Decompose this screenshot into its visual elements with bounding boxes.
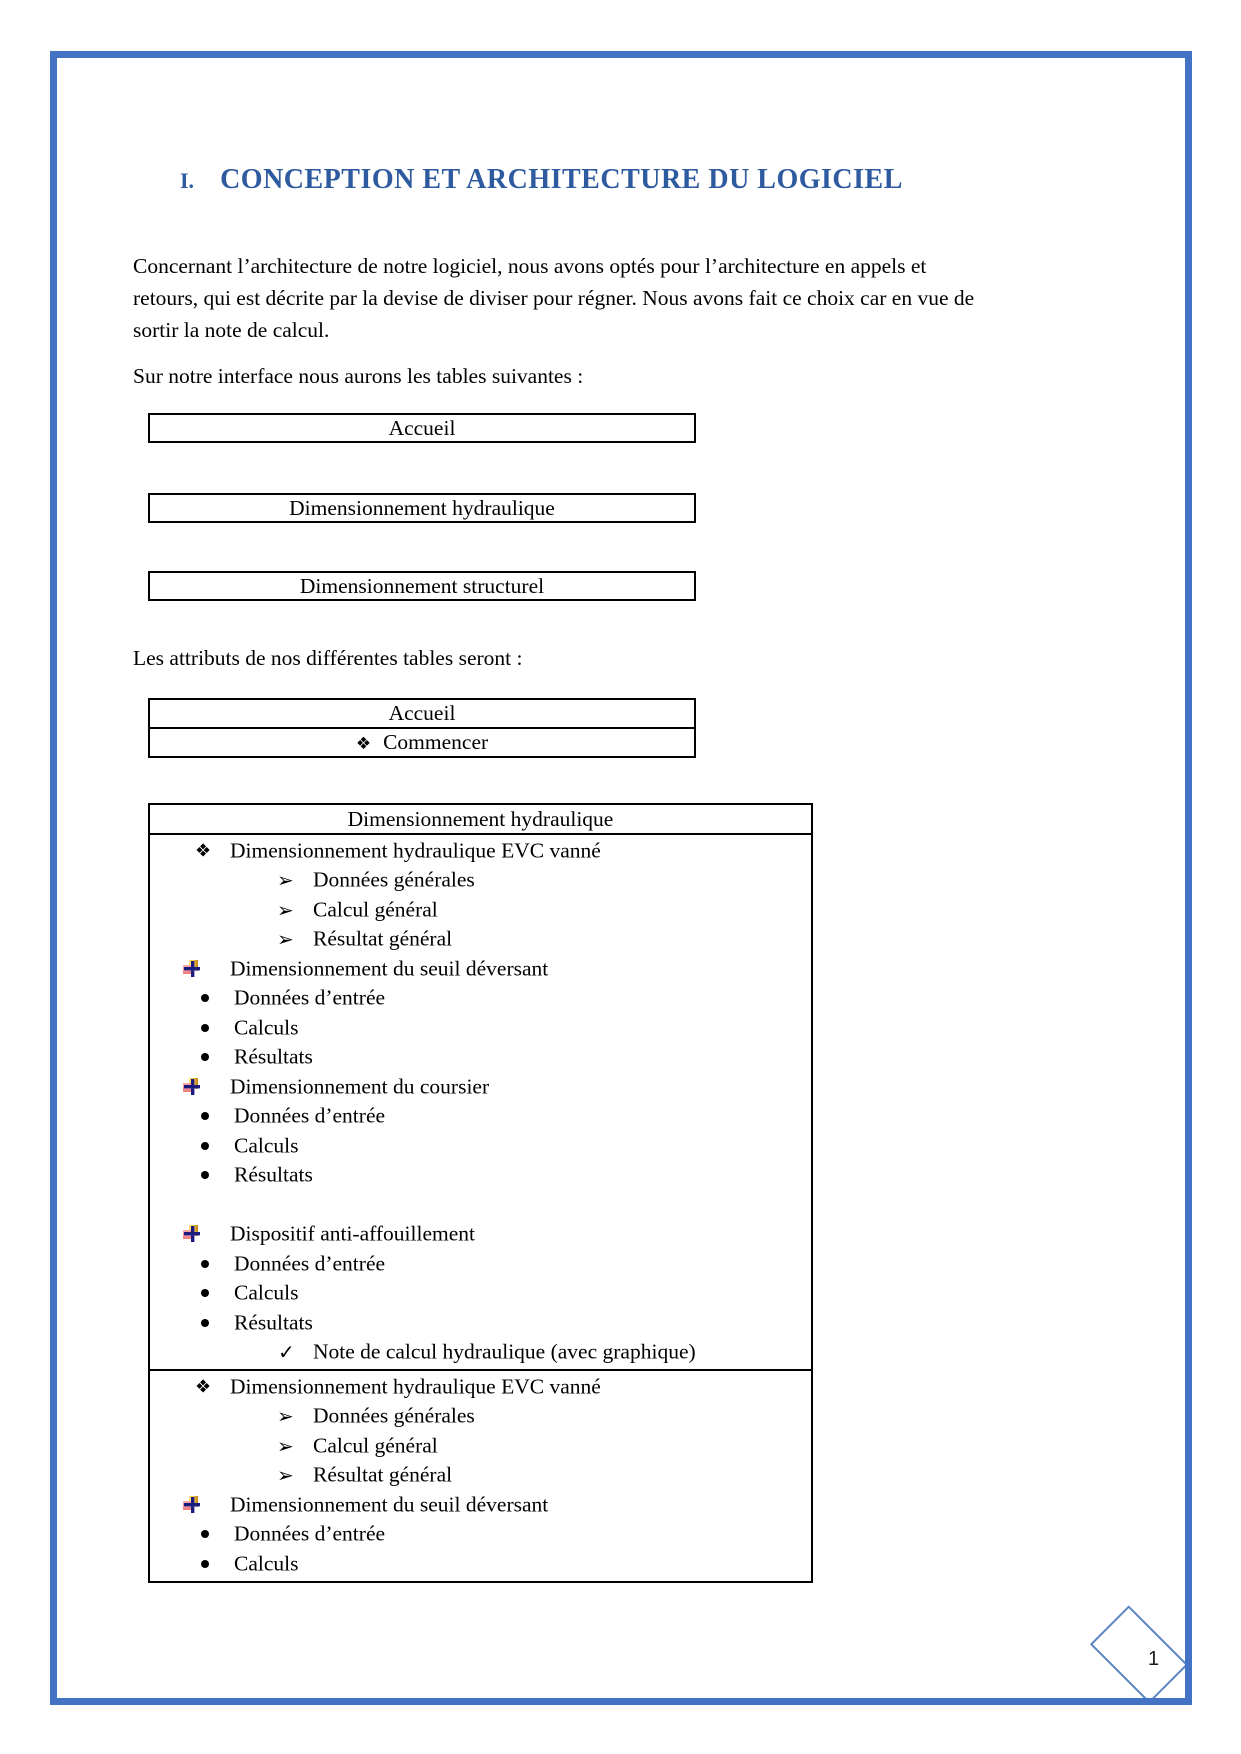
- table-box-accueil: Accueil: [148, 413, 696, 443]
- list-item-label: Dispositif anti-affouillement: [230, 1221, 476, 1246]
- list-item-label: Dimensionnement hydraulique EVC vanné: [230, 1374, 601, 1399]
- arrow-bullet-icon: ➢: [277, 1404, 294, 1429]
- bullet-icon: [201, 1289, 209, 1297]
- list-item: [150, 1279, 811, 1309]
- list-item-label: Résultats: [234, 1310, 313, 1335]
- heading-numeral: I.: [180, 168, 195, 193]
- list-item: [150, 1402, 811, 1432]
- diamond-bullet-icon: ❖: [195, 1376, 212, 1398]
- list-item: [150, 836, 811, 866]
- bullet-icon: [201, 1260, 209, 1268]
- list-item: [150, 1520, 811, 1550]
- section-heading: [180, 164, 903, 196]
- bullet-icon: [201, 1560, 209, 1568]
- bullet-icon: [201, 1112, 209, 1120]
- list-item-label: Calculs: [234, 1015, 299, 1040]
- table-cell-2: [150, 1369, 811, 1581]
- list-item-label: Résultat général: [313, 926, 453, 951]
- list-item-label: Données d’entrée: [234, 1521, 386, 1546]
- list-item: [150, 1131, 811, 1161]
- accueil-attributes-table: [148, 698, 696, 758]
- bullet-icon: [201, 1171, 209, 1179]
- arrow-bullet-icon: ➢: [277, 927, 294, 952]
- list-item-label: Calcul général: [313, 897, 438, 922]
- list-item-label: Données d’entrée: [234, 985, 386, 1010]
- list-item-label: Résultats: [234, 1044, 313, 1069]
- bullet-icon: [201, 1053, 209, 1061]
- bullet-icon: [201, 1530, 209, 1538]
- list-item-label: Données d’entrée: [234, 1251, 386, 1276]
- arrow-bullet-icon: ➢: [277, 1433, 294, 1458]
- list-item: [150, 1161, 811, 1191]
- accueil-table-row: [150, 729, 694, 756]
- list-item: [150, 984, 811, 1014]
- list-item-label: Calculs: [234, 1551, 299, 1576]
- diamond-bullet-icon: ❖: [195, 840, 212, 862]
- list-item: [150, 1072, 811, 1102]
- list-item: [150, 1220, 811, 1250]
- colored-cross-bullet-icon: [183, 960, 201, 978]
- list-item-label: Commencer: [383, 730, 489, 754]
- list-item: [150, 954, 811, 984]
- blank-line: [150, 1190, 811, 1220]
- list-item-label: Données d’entrée: [234, 1103, 386, 1128]
- page-number: 1: [1148, 1648, 1160, 1670]
- page-number-diamond-shape: [1090, 1605, 1188, 1703]
- list-item: [150, 1372, 811, 1402]
- paragraph-line: retours, qui est décrite par la devise de diviser pour régner. Nous avons fait ce choix car en vue de: [133, 286, 975, 310]
- accueil-table-header: Accueil: [150, 700, 694, 729]
- list-item: [150, 895, 811, 925]
- list-item-label: Données générales: [313, 1403, 475, 1428]
- list-item: [150, 1102, 811, 1132]
- hydraulique-attributes-table: [148, 803, 813, 1583]
- arrow-bullet-icon: ➢: [277, 897, 294, 922]
- list-item: [150, 1013, 811, 1043]
- list-item: [150, 1043, 811, 1073]
- list-item: [150, 925, 811, 955]
- colored-cross-bullet-icon: [183, 1078, 201, 1096]
- list-item-label: Dimensionnement du coursier: [230, 1074, 490, 1099]
- list-item-label: Calculs: [234, 1280, 299, 1305]
- list-item-label: Résultats: [234, 1162, 313, 1187]
- arrow-bullet-icon: ➢: [277, 868, 294, 893]
- list-item: [150, 1461, 811, 1491]
- table-cell-1: [150, 835, 811, 1369]
- list-item: [150, 1338, 811, 1368]
- list-item: [150, 1431, 811, 1461]
- arrow-bullet-icon: ➢: [277, 1463, 294, 1488]
- bullet-icon: [201, 1024, 209, 1032]
- table-box-structurel: Dimensionnement structurel: [148, 571, 696, 601]
- list-item-label: Calculs: [234, 1133, 299, 1158]
- attributes-intro-text: Les attributs de nos différentes tables seront :: [133, 646, 523, 670]
- tables-intro-text: Sur notre interface nous aurons les tables suivantes :: [133, 364, 584, 388]
- diamond-bullet-icon: ❖: [355, 733, 372, 754]
- list-item-label: Dimensionnement du seuil déversant: [230, 956, 549, 981]
- table-box-hydraulique: Dimensionnement hydraulique: [148, 493, 696, 523]
- list-item: [150, 1249, 811, 1279]
- list-item-label: Calcul général: [313, 1433, 438, 1458]
- list-item-label: Dimensionnement du seuil déversant: [230, 1492, 549, 1517]
- bullet-icon: [201, 994, 209, 1002]
- list-item-label: Résultat général: [313, 1462, 453, 1487]
- list-item: [150, 1490, 811, 1520]
- check-bullet-icon: ✓: [278, 1340, 295, 1365]
- list-item: [150, 1308, 811, 1338]
- colored-cross-bullet-icon: [183, 1225, 201, 1243]
- heading-text: CONCEPTION ET ARCHITECTURE DU LOGICIEL: [220, 164, 903, 195]
- hydraulique-table-header: Dimensionnement hydraulique: [150, 805, 811, 835]
- paragraph-line: Concernant l’architecture de notre logiciel, nous avons optés pour l’architecture en appels et: [133, 254, 927, 278]
- list-item-label: Dimensionnement hydraulique EVC vanné: [230, 838, 601, 863]
- list-item-label: Données générales: [313, 867, 475, 892]
- bullet-icon: [201, 1319, 209, 1327]
- list-item: [150, 866, 811, 896]
- paragraph-line: sortir la note de calcul.: [133, 318, 330, 342]
- list-item: [150, 1549, 811, 1579]
- colored-cross-bullet-icon: [183, 1496, 201, 1514]
- list-item-label: Note de calcul hydraulique (avec graphique): [313, 1339, 696, 1364]
- intro-paragraph: [133, 250, 974, 346]
- bullet-icon: [201, 1142, 209, 1150]
